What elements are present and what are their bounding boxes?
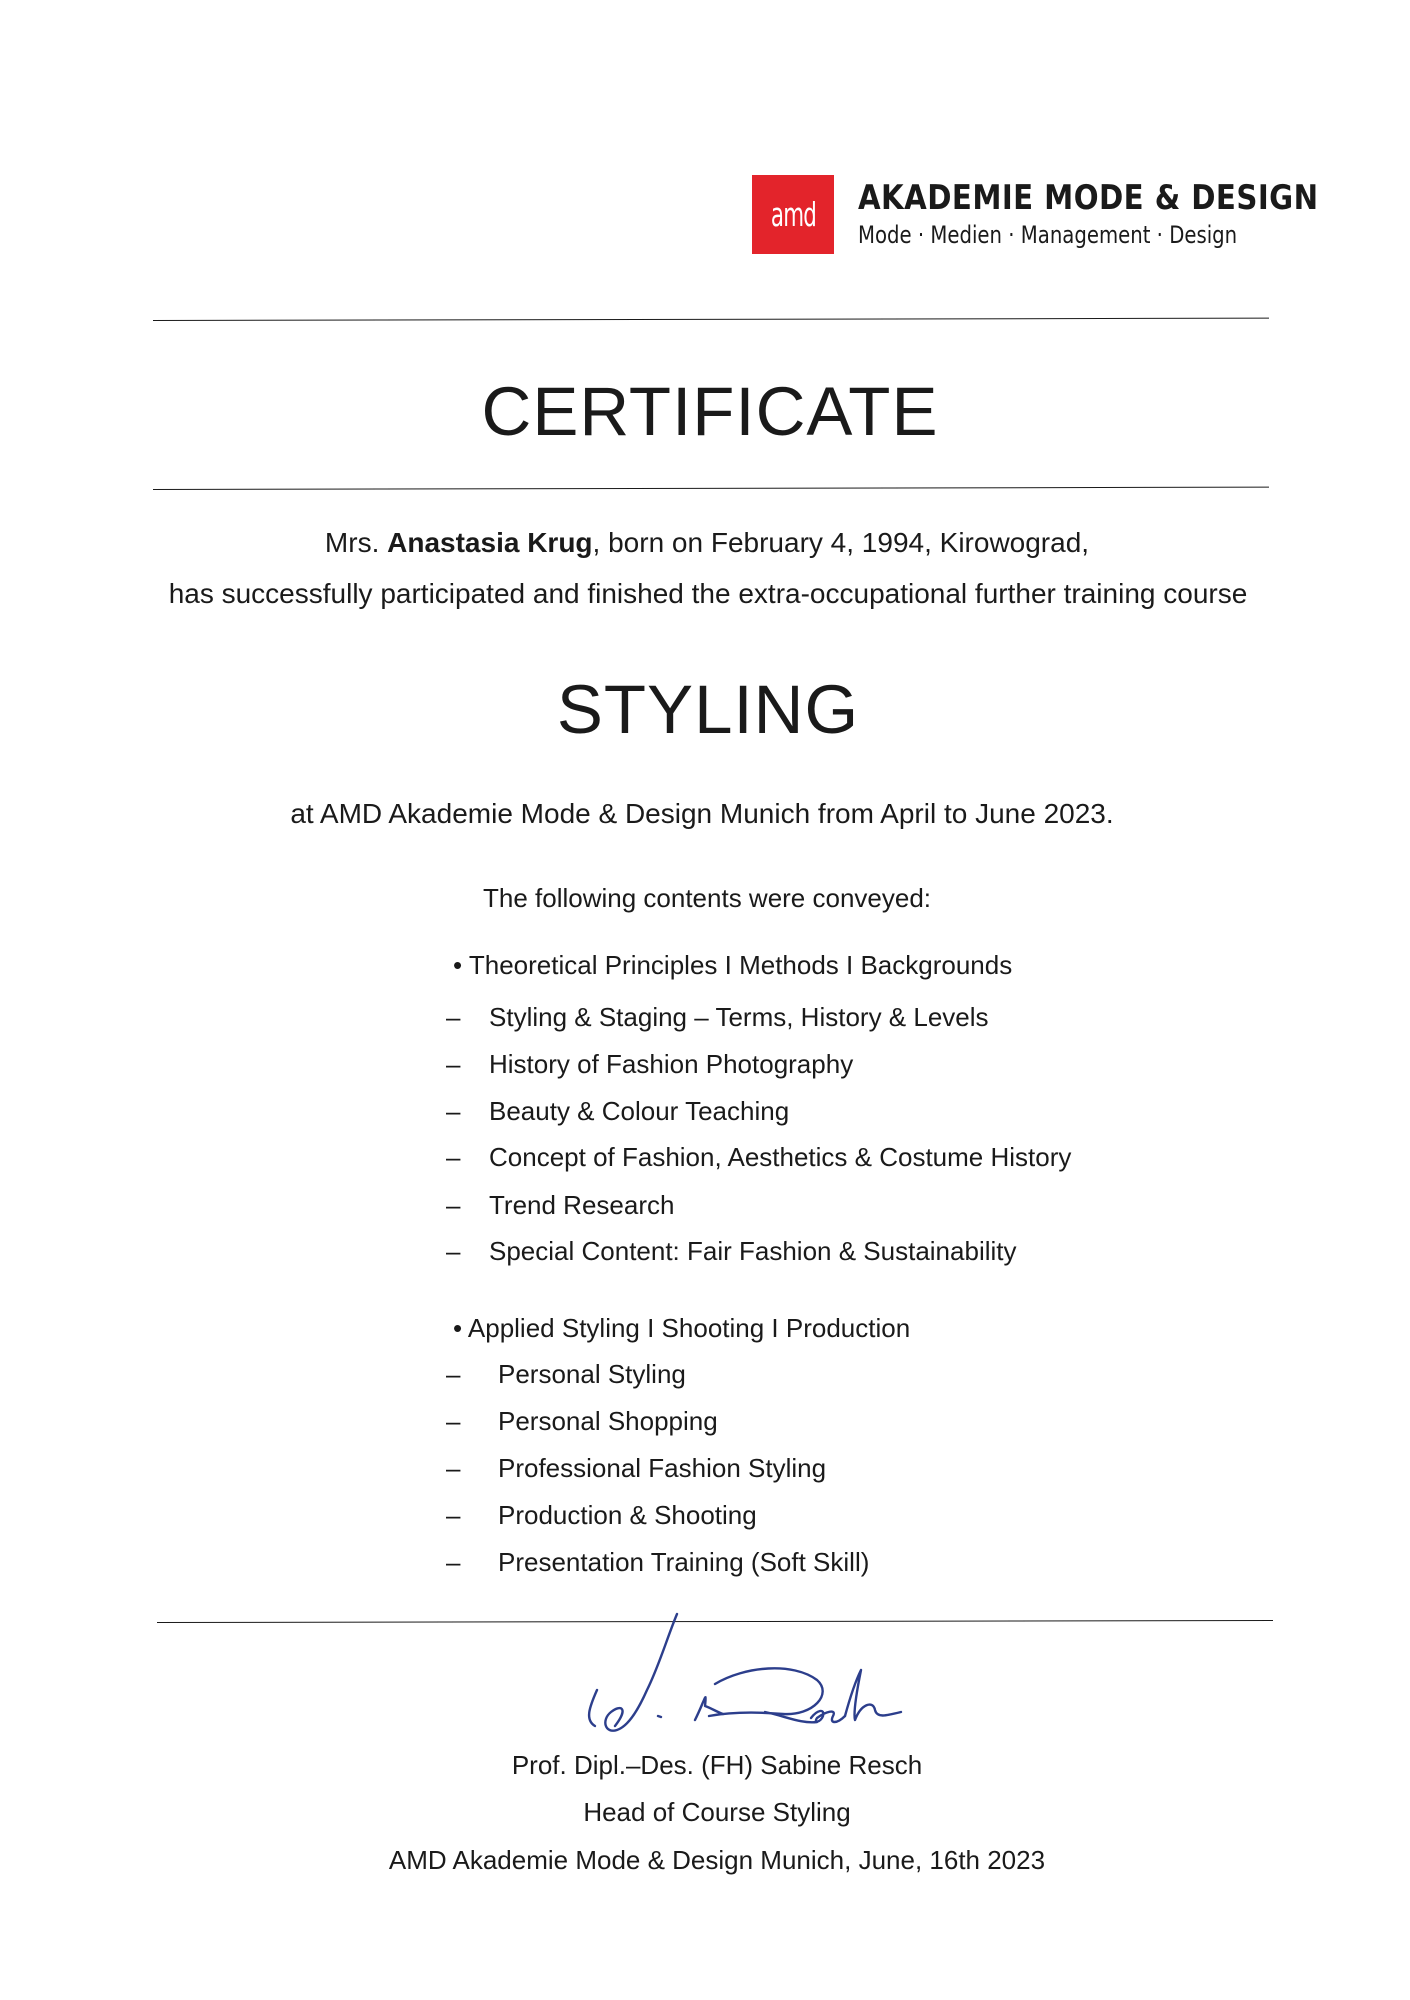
contents-intro: The following contents were conveyed: bbox=[482, 883, 932, 913]
salutation: Mrs. bbox=[324, 527, 380, 558]
signatory-name: Prof. Dipl.–Des. (FH) Sabine Resch bbox=[511, 1750, 923, 1780]
place-and-date: AMD Akademie Mode & Design Munich, June, 16th 2023 bbox=[388, 1845, 1046, 1875]
brand-tagline: Mode · Medien · Management · Design bbox=[858, 221, 1238, 249]
list-item-label: Beauty & Colour Teaching bbox=[489, 1096, 790, 1126]
course-name: STYLING bbox=[556, 671, 860, 748]
brand-name: AKADEMIE MODE & DESIGN bbox=[858, 178, 1319, 218]
handwritten-signature bbox=[555, 1608, 955, 1748]
dash-marker: – bbox=[446, 1096, 461, 1126]
list-item-label: History of Fashion Photography bbox=[489, 1049, 854, 1079]
list-item-label: Concept of Fashion, Aesthetics & Costume History bbox=[489, 1142, 1072, 1172]
recipient-name: Anastasia Krug bbox=[387, 527, 593, 558]
dash-marker: – bbox=[446, 1453, 461, 1483]
amd-logo bbox=[752, 175, 834, 254]
list-item-label: Professional Fashion Styling bbox=[498, 1453, 827, 1483]
list-item-label: Personal Shopping bbox=[498, 1406, 718, 1436]
dash-marker: – bbox=[446, 1236, 461, 1266]
divider-under-title bbox=[153, 487, 1269, 490]
amd-logo-mark: amd bbox=[770, 195, 816, 234]
certificate-title: CERTIFICATE bbox=[481, 373, 939, 450]
dash-marker: – bbox=[446, 1190, 461, 1220]
section-heading-theory: • Theoretical Principles I Methods I Backgrounds bbox=[453, 950, 1013, 980]
signatory-role: Head of Course Styling bbox=[583, 1797, 851, 1827]
list-item-label: Production & Shooting bbox=[498, 1500, 757, 1530]
divider-top bbox=[153, 318, 1269, 321]
list-item-label: Personal Styling bbox=[498, 1359, 686, 1389]
dash-marker: – bbox=[446, 1002, 461, 1032]
signature-strokes bbox=[589, 1614, 901, 1731]
birth-info: , born on February 4, 1994, Kirowograd, bbox=[592, 527, 1090, 558]
dash-marker: – bbox=[446, 1500, 461, 1530]
dash-marker: – bbox=[446, 1547, 461, 1577]
list-item-label: Styling & Staging – Terms, History & Levels bbox=[489, 1002, 989, 1032]
dash-marker: – bbox=[446, 1359, 461, 1389]
completion-statement: has successfully participated and finished the extra-occupational further training course bbox=[168, 578, 1248, 609]
recipient-line bbox=[2, 527, 1410, 559]
dash-marker: – bbox=[446, 1406, 461, 1436]
dash-marker: – bbox=[446, 1049, 461, 1079]
section-heading-applied: • Applied Styling I Shooting I Production bbox=[453, 1313, 911, 1343]
list-item-label: Presentation Training (Soft Skill) bbox=[498, 1547, 870, 1577]
list-item-label: Trend Research bbox=[489, 1190, 675, 1220]
list-item-label: Special Content: Fair Fashion & Sustainability bbox=[489, 1236, 1017, 1266]
dash-marker: – bbox=[446, 1142, 461, 1172]
course-location-dates: at AMD Akademie Mode & Design Munich from April to June 2023. bbox=[290, 798, 1114, 829]
